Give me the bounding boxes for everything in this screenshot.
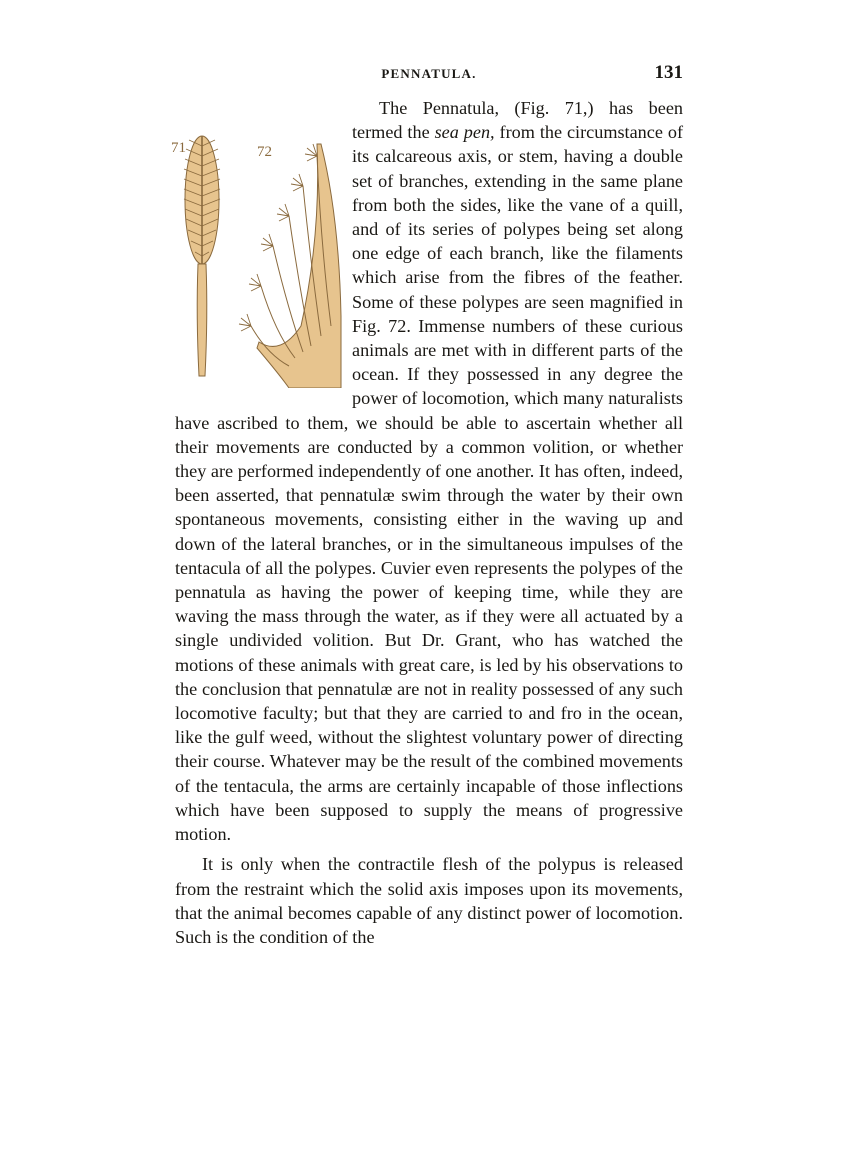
- paragraph-1-italic: sea pen,: [434, 122, 495, 143]
- running-head: [175, 62, 683, 86]
- running-title: PENNATULA.: [381, 66, 477, 81]
- paragraph-1-rest: from the circumstance of its calcareous axis, or stem, having a double set of branches, extending in the same plane from both the sides, like the vane of a quill, and of its series of polypes being set along one edge of each branch, like the filaments which arise from the fibres of the feather. Some of these polypes are seen magnified in Fig. 72. Immense numbers of these curious animals are met with in different parts of the ocean. If they possessed in any degree the power of locomotion, which many naturalists have ascribed to them, we should be able to ascertain whether all their movements are conducted by a common volition, or whether they are performed independently of one another. It has often, indeed, been asserted, that pennatulæ swim through the water by their own spontaneous movements, consisting either in the waving up and down of the lateral branches, or in the simultaneous impulses of the tentacula of all the polypes. Cuvier even represents the polypes of the pennatula as having the power of keeping time, while they are waving the mass through the water, as if they were all actuated by a single undivided volition. But Dr. Grant, who has watched the motions of these animals with great care, is led by his observations to the conclusion that pennatulæ are not in reality possessed of any such locomotive faculty; but that they are carried to and fro in the ocean, like the gulf weed, without the slightest voluntary power of directing their course. Whatever may be the result of the combined movements of the tentacula, the arms are certainly incapable of those inflections which have been supposed to supply the means of progressive motion.: [175, 122, 683, 845]
- figure-label-71: 71: [171, 140, 186, 156]
- body-text: [171, 96, 683, 949]
- paragraph-1-lead: The Pennatula, (Fig. 71,) has been termed the: [352, 98, 683, 143]
- paragraph-2: It is only when the contractile flesh of the polypus is released from the restraint which the solid axis imposes upon its movements, that the animal becomes capable of any distinct power of locomotion. Such is the condition of the: [175, 854, 683, 947]
- pennatula-figure: [171, 96, 349, 388]
- figure-label-72: 72: [257, 144, 272, 160]
- page-number: 131: [654, 62, 683, 83]
- fig-72-polypes: [239, 144, 341, 388]
- fig-71-sea-pen: [184, 136, 220, 376]
